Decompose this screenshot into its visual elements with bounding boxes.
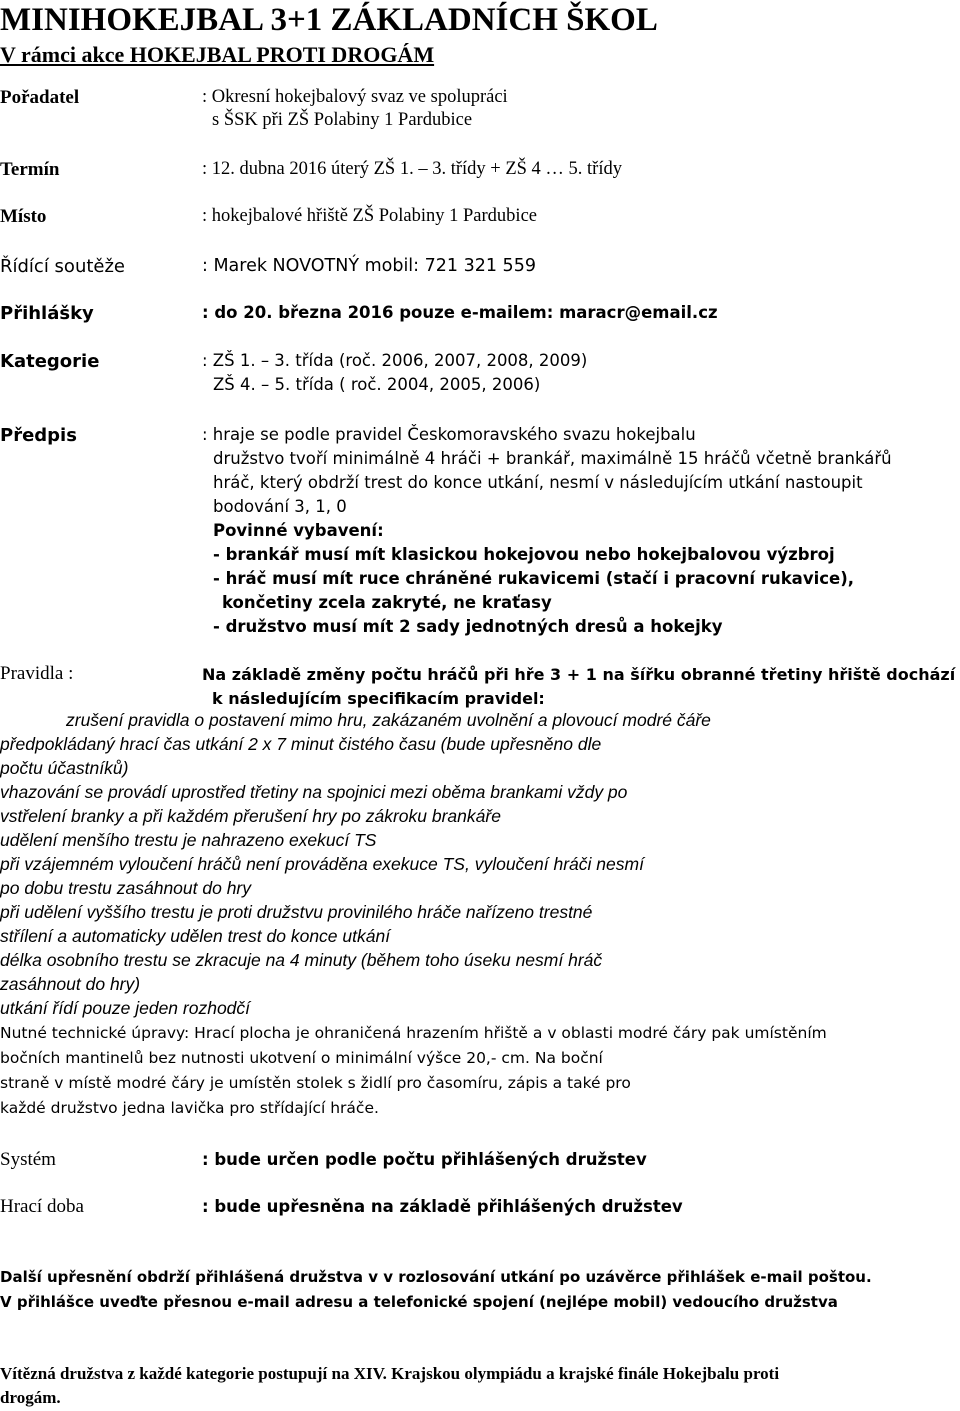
pravidla-intro-1: Na základě změny počtu hráčů při hře 3 + 1 na šířku obranné třetiny hřiště dochází: [202, 665, 956, 684]
predpis-label: Předpis: [0, 425, 77, 446]
rule-line-4: vhazování se provádí uprostřed třetiny na spojnici mezi oběma brankami vždy po: [0, 782, 628, 802]
rule-line-8: po dobu trestu zasáhnout do hry: [0, 878, 252, 898]
ridici-value: : Marek NOVOTNÝ mobil: 721 321 559: [202, 256, 536, 276]
rule-line-13: utkání řídí pouze jeden rozhodčí: [0, 998, 251, 1018]
technical-line-3: straně v místě modré čáry je umístěn stolek s židlí pro časomíru, zápis a také pro: [0, 1074, 631, 1092]
predpis-line-2: družstvo tvoří minimálně 4 hráči + brankář, maximálně 15 hráčů včetně brankářů: [213, 449, 892, 468]
hraci-doba-value: : bude upřesněna na základě přihlášených družstev: [202, 1197, 683, 1216]
footer-line-1: Další upřesnění obdrží přihlášená družstva v v rozlosování utkání po uzávěrce přihlášek e-mail poštou.: [0, 1268, 872, 1286]
technical-line-2: bočních mantinelů bez nutnosti ukotvení o minimální výšce 20,- cm. Na boční: [0, 1049, 603, 1067]
page-title: MINIHOKEJBAL 3+1 ZÁKLADNÍCH ŠKOL: [0, 2, 658, 38]
predpis-line-3: hráč, který obdrží trest do konce utkání, nesmí v následujícím utkání nastoupit: [213, 473, 863, 492]
vybaveni-line-1: - brankář musí mít klasickou hokejovou nebo hokejbalovou výzbroj: [213, 545, 835, 564]
rule-line-10: střílení a automaticky udělen trest do konce utkání: [0, 926, 391, 946]
kategorie-line2: ZŠ 4. – 5. třída ( roč. 2004, 2005, 2006): [213, 375, 541, 394]
rule-line-12: zasáhnout do hry): [0, 974, 141, 994]
vybaveni-line-2: - hráč musí mít ruce chráněné rukavicemi (stačí i pracovní rukavice),: [213, 569, 855, 588]
vybaveni-title: Povinné vybavení:: [213, 521, 384, 540]
page-subtitle: V rámci akce HOKEJBAL PROTI DROGÁM: [0, 42, 435, 67]
termin-value: : 12. dubna 2016 úterý ZŠ 1. – 3. třídy + ZŠ 4 … 5. třídy: [202, 159, 622, 179]
vybaveni-line-4: - družstvo musí mít 2 sady jednotných dresů a hokejky: [213, 617, 723, 636]
ridici-label: Řídící soutěže: [0, 256, 126, 277]
rule-line-6: udělení menšího trestu je nahrazeno exekucí TS: [0, 830, 377, 850]
technical-line-4: každé družstvo jedna lavička pro střídající hráče.: [0, 1099, 379, 1117]
kategorie-label: Kategorie: [0, 351, 100, 372]
rule-line-9: při udělení vyššího trestu je proti družstvu provinilého hráče nařízeno trestné: [0, 902, 593, 922]
vybaveni-line-3: končetiny zcela zakryté, ne kraťasy: [222, 593, 552, 612]
poradatel-line1: : Okresní hokejbalový svaz ve spolupráci: [202, 87, 508, 107]
technical-line-1: Nutné technické úpravy: Hrací plocha je ohraničená hrazením hřiště a v oblasti modré čáry pak umístěním: [0, 1024, 827, 1042]
poradatel-line2: s ŠSK při ZŠ Polabiny 1 Pardubice: [212, 110, 473, 130]
misto-label: Místo: [0, 206, 47, 227]
predpis-line-4: bodování 3, 1, 0: [213, 497, 347, 516]
footer-line-4: drogám.: [0, 1388, 61, 1407]
predpis-line-1: : hraje se podle pravidel Českomoravského svazu hokejbalu: [202, 425, 696, 444]
prihlasky-label: Přihlášky: [0, 303, 94, 324]
poradatel-label: Pořadatel: [0, 87, 80, 108]
pravidla-label: Pravidla :: [0, 663, 74, 684]
rule-line-3: počtu účastníků): [0, 758, 129, 778]
footer-line-3: Vítězná družstva z každé kategorie postupují na XIV. Krajskou olympiádu a krajské finále Hokejbalu proti: [0, 1364, 780, 1383]
rule-line-11: délka osobního trestu se zkracuje na 4 minuty (během toho úseku nesmí hráč: [0, 950, 603, 970]
pravidla-intro-2: k následujícím specifikacím pravidel:: [212, 689, 545, 708]
footer-line-2: V přihlášce uveďte přesnou e-mail adresu a telefonické spojení (nejlépe mobil) vedoucího družstva: [0, 1293, 838, 1311]
prihlasky-value: : do 20. března 2016 pouze e-mailem: maracr@email.cz: [202, 303, 718, 322]
rule-line-5: vstřelení branky a při každém přerušení hry po zákroku brankáře: [0, 806, 501, 826]
rule-line-1: zrušení pravidla o postavení mimo hru, zakázaném uvolnění a plovoucí modré čáře: [66, 710, 711, 730]
termin-label: Termín: [0, 159, 60, 180]
kategorie-line1: : ZŠ 1. – 3. třída (roč. 2006, 2007, 2008, 2009): [202, 351, 588, 370]
misto-value: : hokejbalové hřiště ZŠ Polabiny 1 Pardubice: [202, 206, 537, 226]
rule-line-7: při vzájemném vyloučení hráčů není prováděna exekuce TS, vyloučení hráči nesmí: [0, 854, 644, 874]
system-label: Systém: [0, 1149, 56, 1170]
system-value: : bude určen podle počtu přihlášených družstev: [202, 1150, 647, 1169]
hraci-doba-label: Hrací doba: [0, 1196, 84, 1217]
rule-line-2: předpokládaný hrací čas utkání 2 x 7 minut čistého času (bude upřesněno dle: [0, 734, 602, 754]
